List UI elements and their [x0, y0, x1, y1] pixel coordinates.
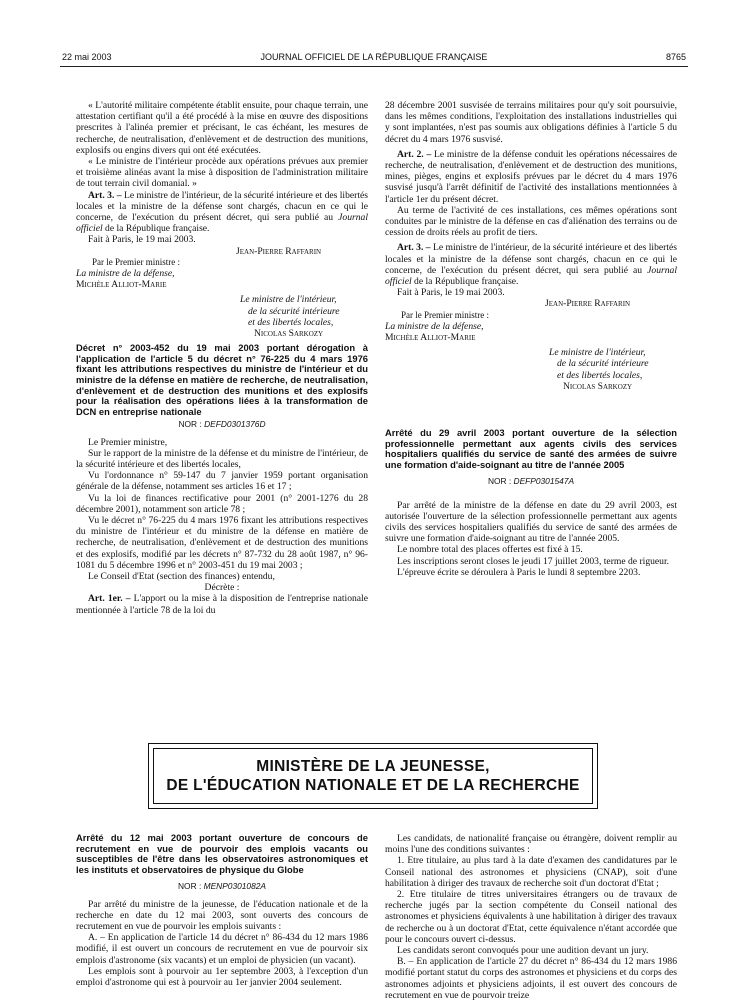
paragraph: 28 décembre 2001 susvisée de terrains militaires pour qu'y soit poursuivie, dans les mêmes conditions, l'exploitation des installations industrielles qui y sont implantées, n'est pas soumis aux obligations définies à l'article 5 du décret du 4 mars 1976 susvisé.	[385, 100, 677, 145]
visa: Le Conseil d'Etat (section des finances) entendu,	[88, 571, 275, 583]
paragraph: « Le ministre de l'intérieur procède aux opérations prévues aux premier et troisième alinéas avant la mise à disposition de l'administration militaire de tout terrain civil domanial. »	[76, 156, 368, 190]
minister-defense-name: Michèle Alliot-Marie	[385, 332, 476, 344]
article-label: Art. 3. –	[397, 242, 431, 254]
paragraph: « L'autorité militaire compétente établit ensuite, pour chaque terrain, une attestation certifiant qu'il a été procédé à la mise en œuvre des dispositions prescrites à l'alinéa premier et précisant, le cas échéant, les mesures de recherche, de neutralisation, d'enlèvement et de destruction des munitions, explosifs ou engins divers qui ont été exécutées.	[76, 100, 368, 156]
header-rule	[60, 66, 688, 67]
left-column-bottom	[76, 833, 368, 988]
nor-code: DEFP0301547A	[513, 476, 575, 487]
ministry-line-1: MINISTÈRE DE LA JEUNESSE,	[256, 758, 490, 775]
par-premier-ministre: Par le Premier ministre :	[401, 309, 489, 320]
right-column-top	[385, 100, 677, 578]
ministry-heading-inner	[153, 748, 593, 804]
ministry-line-2: DE L'ÉDUCATION NATIONALE ET DE LA RECHERCHE	[166, 777, 580, 794]
fait-line: Fait à Paris, le 19 mai 2003.	[88, 234, 196, 246]
paragraph: Le nombre total des places offertes est fixé à 15.	[397, 544, 583, 556]
arrete-nor	[76, 881, 368, 892]
article-label: Art. 2. –	[397, 148, 432, 160]
page-number: 8765	[665, 52, 686, 62]
fait-line: Fait à Paris, le 19 mai 2003.	[397, 287, 505, 299]
minister-interior-title-1: Le ministre de l'intérieur,	[240, 294, 337, 306]
journal-title: JOURNAL OFFICIEL DE LA RÉPUBLIQUE FRANÇAISE	[260, 52, 488, 62]
decrete: Décrète :	[204, 582, 240, 594]
paragraph: A. – En application de l'article 14 du décret n° 86-434 du 12 mars 1986 modifié, il est ouvert un concours de recrutement en vue de pourvoir six emplois d'astronome (six vacants) et un emploi de physicien (un vacant).	[76, 932, 368, 966]
nor-code: DEFD0301376D	[204, 419, 266, 430]
article-text-end: de la République française.	[102, 223, 210, 235]
minister-interior-name: Nicolas Sarkozy	[254, 328, 324, 340]
decree-title: Décret n° 2003-452 du 19 mai 2003 portant dérogation à l'application de l'article 5 du décret n° 76-225 du 4 mars 1976 fixant les attributions respectives du ministre de l'intérieur et du ministre de la défense en matière de recherche, de neutralisation, d'enlèvement et de destruction des munitions et des explosifs pour la réalisation des opérations liées à la transformation de DCN en entreprise nationale	[76, 342, 368, 417]
paragraph: Les candidats seront convoqués pour une audition devant un jury.	[397, 945, 649, 957]
visa: Vu l'ordonnance n° 59-147 du 7 janvier 1959 portant organisation générale de la défense, notamment ses articles 16 et 17 ;	[76, 470, 368, 493]
minister-interior-name: Nicolas Sarkozy	[563, 380, 633, 392]
article-label: Art. 1er. –	[88, 593, 131, 605]
paragraph: Par arrêté de la ministre de la défense en date du 29 avril 2003, est autorisée l'ouverture de la sélection professionnelle permettant aux agents civils des services hospitaliers qualifiés du service de santé des armées de suivre une formation d'aide-soignant au titre de l'année 2005.	[385, 499, 677, 545]
paragraph: 2. Etre titulaire de titres universitaires étrangers ou de travaux de recherche jugés par la section compétente du Conseil national des astronomes et physiciens équivalents à une habilitation à diriger des travaux de recherche ou à un doctorat d'Etat, cette équivalence n'étant accordée que pour le concours ouvert ci-dessus.	[385, 889, 677, 945]
minister-interior-title-1: Le ministre de l'intérieur,	[549, 347, 646, 359]
article-3	[76, 190, 368, 235]
article-text: Le ministre de la défense conduit les opérations nécessaires de recherche, de neutralisation, d'enlèvement et de destruction des munitions, mines, pièges, engins et explosifs prévues par le décret du 4 mars 1976 susvisé jusqu'à l'arrêt définitif de l'activité des installations mentionnées à l'article 1er du présent décret.	[385, 148, 678, 205]
minister-interior-title-2: de la sécurité intérieure	[557, 358, 649, 370]
paragraph: B. – En application de l'article 27 du décret n° 86-434 du 12 mars 1986 modifié portant statut du corps des astronomes et physiciens et du corps des astronomes adjoints et physiciens adjoints, il est ouvert des concours de recrutement en vue de pourvoir treize	[385, 956, 677, 1001]
article-text-end: de la République française.	[411, 276, 519, 288]
right-column-bottom	[385, 833, 677, 1001]
nor-label: NOR :	[487, 476, 514, 487]
journal-ref: Journal officiel	[76, 212, 368, 235]
article-1	[76, 593, 368, 615]
arrete-nor	[385, 476, 677, 487]
minister-interior-title-3: et des libertés locales,	[557, 369, 643, 381]
paragraph: 1. Etre titulaire, au plus tard à la date d'examen des candidatures par le Conseil national des astronomes et physiciens (CNAP), soit d'une habilitation à diriger des travaux de recherche soit d'un doctorat d'Etat ;	[385, 855, 677, 889]
article-text: L'apport ou la mise à la disposition de l'entreprise nationale mentionnée à l'article 78 de la loi du	[76, 593, 368, 616]
arrete-title: Arrêté du 29 avril 2003 portant ouverture de la sélection professionnelle permettant aux agents civils des services hospitaliers qualifiés du service de santé des armées de suivre une formation d'aide-soignant au titre de l'année 2005	[385, 427, 677, 470]
paragraph: Les inscriptions seront closes le jeudi 17 juillet 2003, terme de rigueur.	[397, 555, 670, 567]
minister-defense-name: Michèle Alliot-Marie	[76, 279, 167, 291]
ministry-heading-box	[148, 743, 598, 809]
premier-ministre: Le Premier ministre,	[88, 436, 168, 448]
paragraph: Les candidats, de nationalité française ou étrangère, doivent remplir au moins l'une des conditions suivantes :	[385, 833, 677, 856]
journal-ref: Journal officiel	[385, 264, 677, 288]
article-text: Le ministre de l'intérieur, de la sécurité intérieure et des libertés locales et la ministre de la défense sont chargés, chacun en ce qui le concerne, de l'exécution du présent décret, qui sera publié au	[76, 189, 368, 224]
arrete-title: Arrêté du 12 mai 2003 portant ouverture de concours de recrutement en vue de pourvoir des emplois vacants ou susceptibles de l'être dans les observatoires astronomiques et les instituts et observatoires de physique du Globe	[76, 832, 368, 875]
minister-interior-title-3: et des libertés locales,	[248, 316, 334, 328]
article-2	[385, 149, 677, 205]
article-3	[385, 242, 677, 287]
paragraph: Au terme de l'activité de ces installations, ces mêmes opérations sont conduites par le ministre de la défense en cas d'aliénation des terrains ou de cession de droits réels au profit de tiers.	[385, 204, 677, 239]
decree-nor	[76, 419, 368, 430]
paragraph: L'épreuve écrite se déroulera à Paris le lundi 8 septembre 2203.	[397, 566, 641, 578]
header-date: 22 mai 2003	[62, 52, 112, 62]
nor-label: NOR :	[178, 419, 205, 430]
signer-name: Jean-Pierre Raffarin	[545, 298, 631, 310]
left-column-top	[76, 100, 368, 616]
minister-defense-title: La ministre de la défense,	[385, 320, 484, 332]
par-premier-ministre: Par le Premier ministre :	[92, 256, 180, 267]
nor-label: NOR :	[178, 881, 204, 892]
nor-code: MENP0301082A	[203, 881, 266, 892]
visa: Sur le rapport de la ministre de la défense et du ministre de l'intérieur, de la sécurité intérieure et des libertés locales,	[76, 447, 368, 471]
paragraph: Par arrêté du ministre de la jeunesse, de l'éducation nationale et de la recherche en date du 12 mai 2003, sont ouverts des concours de recrutement en vue de pourvoir les emplois suivants :	[76, 898, 368, 932]
signer-name: Jean-Pierre Raffarin	[236, 245, 322, 257]
minister-interior-title-2: de la sécurité intérieure	[248, 305, 340, 317]
visa: Vu la loi de finances rectificative pour 2001 (n° 2001-1276 du 28 décembre 2001), notamment son article 78 ;	[76, 492, 368, 515]
minister-defense-title: La ministre de la défense,	[76, 268, 175, 280]
article-text: Le ministre de l'intérieur, de la sécurité intérieure et des libertés locales et la ministre de la défense sont chargés, chacun en ce qui le concerne, de l'exécution du présent décret, qui sera publié au	[385, 242, 677, 276]
article-label: Art. 3. –	[88, 189, 122, 201]
visa: Vu le décret n° 76-225 du 4 mars 1976 fixant les attributions respectives du ministre de l'intérieur et du ministre de la défense en matière de recherche, de neutralisation, d'enlèvement et de destruction des munitions et des explosifs, modifié par les décrets n° 87-732 du 28 août 1987, n° 96-1081 du 5 décembre 1996 et n° 2003-451 du 19 mai 2003 ;	[76, 515, 368, 571]
paragraph: Les emplois sont à pourvoir au 1er septembre 2003, à l'exception d'un emploi d'astronome qui est à pourvoir au 1er janvier 2004 seulement.	[76, 965, 368, 988]
